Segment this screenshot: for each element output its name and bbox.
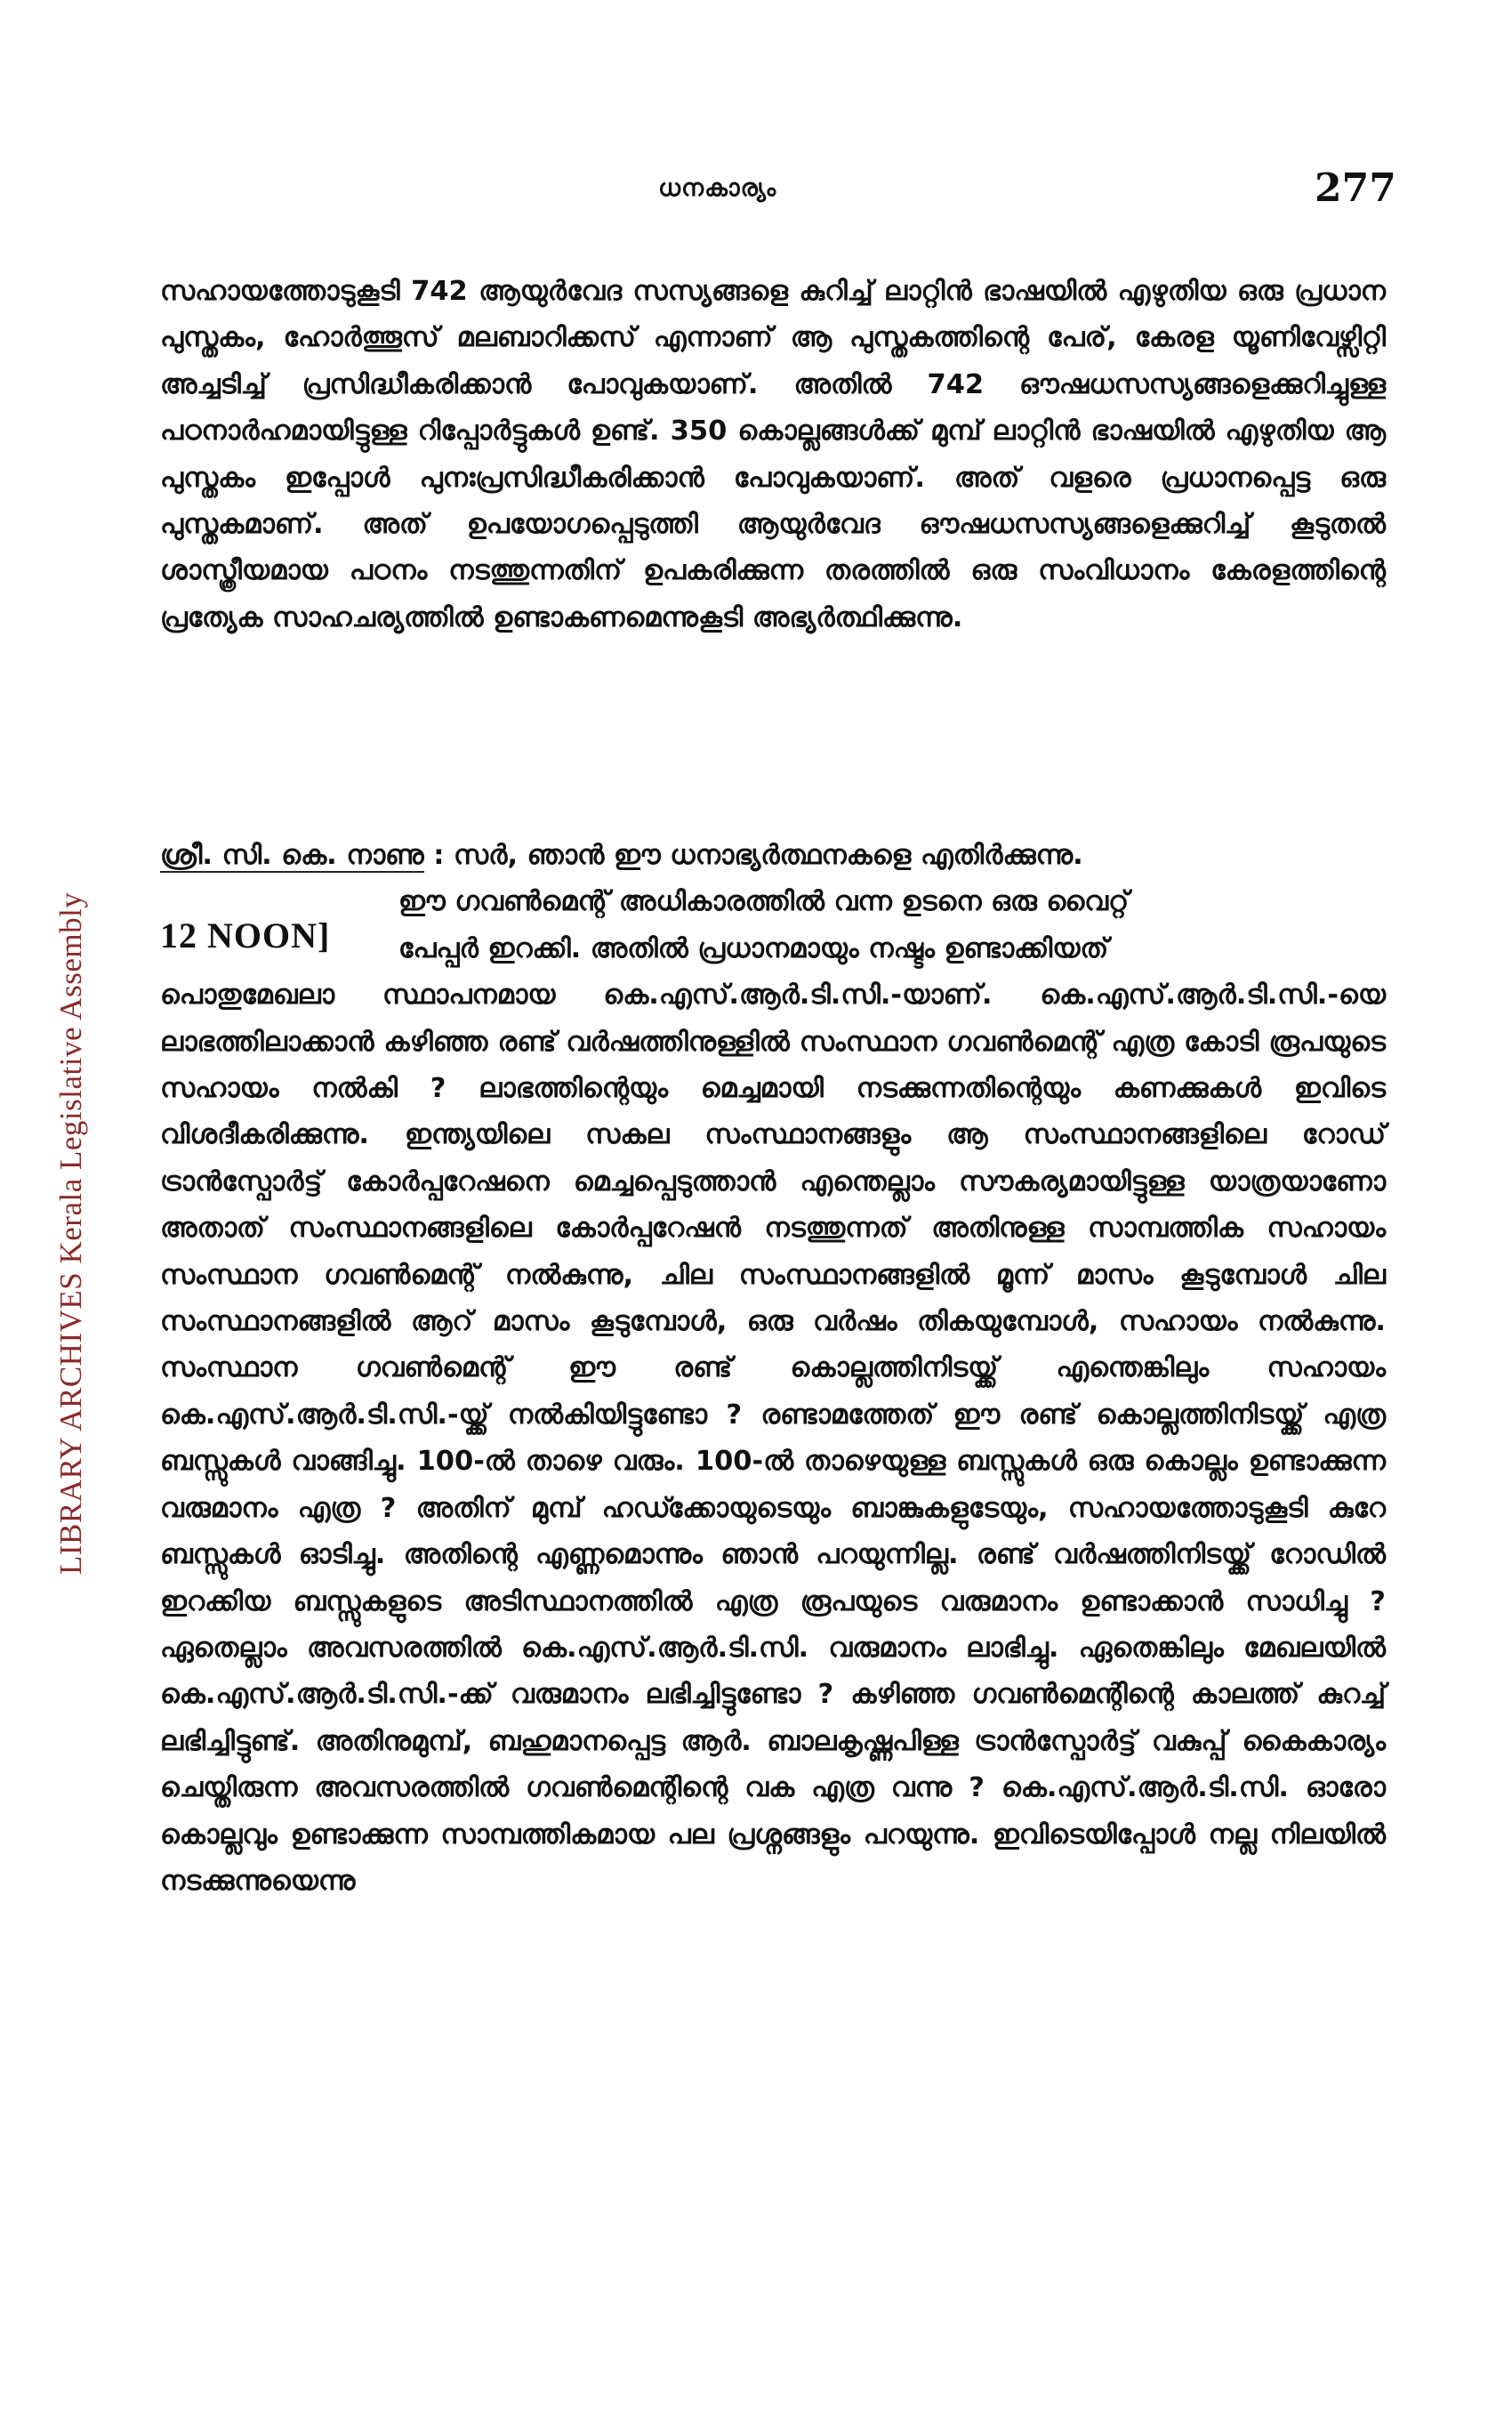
running-head: ധനകാര്യം (658, 174, 777, 202)
speech-block (160, 833, 1386, 1905)
time-margin-note: 12 NOON] (160, 915, 331, 956)
speaker-name: ശ്രീ. സി. കെ. നാണു (160, 840, 424, 871)
page-number: 277 (1315, 165, 1396, 211)
speech-body: പൊതുമേഖലാ സ്ഥാപനമായ കെ.എസ്.ആർ.ടി.സി.-യാണ്. കെ.എസ്.ആർ.ടി.സി.-യെ ലാഭത്തിലാക്കാൻ കഴിഞ്ഞ രണ്ട് വർഷത്തിനുള്ളിൽ സംസ്ഥാന ഗവൺമെന്റ് എത്ര കോടി രൂപയുടെ സഹായം നൽകി ? ലാഭത്തിന്റെയും മെച്ചമായി നടക്കുന്നതിന്റെയും കണക്കുകൾ ഇവിടെ വിശദീകരിക്കുന്നു. ഇന്ത്യയിലെ സകല സംസ്ഥാനങ്ങളും ആ സംസ്ഥാനങ്ങളിലെ റോഡ് ട്രാൻസ്പോർട്ട് കോർപ്പറേഷനെ മെച്ചപ്പെടുത്താൻ എന്തെല്ലാം സൗകര്യമായിട്ടുള്ള യാത്രയാണോ അതാത് സംസ്ഥാനങ്ങളിലെ കോർപ്പറേഷൻ നടത്തുന്നത് അതിനുള്ള സാമ്പത്തിക സഹായം സംസ്ഥാന ഗവൺമെന്റ് നൽകുന്നു, ചില സംസ്ഥാനങ്ങളിൽ മൂന്ന് മാസം കൂടുമ്പോൾ ചില സംസ്ഥാനങ്ങളിൽ ആറ് മാസം കൂടുമ്പോൾ, ഒരു വർഷം തികയുമ്പോൾ, സഹായം നൽകുന്നു. സംസ്ഥാന ഗവൺമെന്റ് ഈ രണ്ട് കൊല്ലത്തിനിടയ്ക്ക് എന്തെങ്കിലും സഹായം കെ.എസ്.ആർ.ടി.സി.-യ്ക്ക് നൽകിയിട്ടുണ്ടോ ? രണ്ടാമത്തേത് ഈ രണ്ട് കൊല്ലത്തിനിടയ്ക്ക് എത്ര ബസ്സുകൾ വാങ്ങിച്ചു. 100-ൽ താഴെ വരും. 100-ൽ താഴെയുള്ള ബസ്സുകൾ ഒരു കൊല്ലം ഉണ്ടാക്കുന്ന വരുമാനം എത്ര ? അതിന് മുമ്പ് ഹഡ്ക്കോയുടെയും ബാങ്കുകളുടേയും, സഹായത്തോടുകൂടി കുറേ ബസ്സുകൾ ഓടിച്ചു. അതിന്റെ എണ്ണമൊന്നും ഞാൻ പറയുന്നില്ല. രണ്ട് വർഷത്തിനിടയ്ക്ക് റോഡിൽ ഇറക്കിയ ബസ്സുകളുടെ അടിസ്ഥാനത്തിൽ എത്ര രൂപയുടെ വരുമാനം ഉണ്ടാക്കാൻ സാധിച്ചു ? ഏതെല്ലാം അവസരത്തിൽ കെ.എസ്.ആർ.ടി.സി. വരുമാനം ലാഭിച്ചു. ഏതെങ്കിലും മേഖലയിൽ കെ.എസ്.ആർ.ടി.സി.-ക്ക് വരുമാനം ലഭിച്ചിട്ടുണ്ടോ ? കഴിഞ്ഞ ഗവൺമെന്റിന്റെ കാലത്ത് കുറച്ച് ലഭിച്ചിട്ടുണ്ട്. അതിനുമുമ്പ്, ബഹുമാനപ്പെട്ട ആർ. ബാലകൃഷ്ണപിള്ള ട്രാൻസ്പോർട്ട് വകുപ്പ് കൈകാര്യം ചെയ്തിരുന്ന അവസരത്തിൽ ഗവൺമെന്റിന്റെ വക എത്ര വന്നു ? കെ.എസ്.ആർ.ടി.സി. ഓരോ കൊല്ലവും ഉണ്ടാക്കുന്ന സാമ്പത്തികമായ പല പ്രശ്നങ്ങളും പറയുന്നു. ഇവിടെയിപ്പോൾ നല്ല നിലയിൽ നടക്കുന്നുയെന്നു (160, 980, 1386, 1897)
speech-indented-line-2: പേപ്പർ ഇറക്കി. അതിൽ പ്രധാനമായും നഷ്ടം ഉണ്ടാക്കിയത് (398, 932, 1109, 964)
paragraph-text: സഹായത്തോടുകൂടി 742 ആയുർവേദ സസ്യങ്ങളെ കുറിച്ച് ലാറ്റിൻ ഭാഷയിൽ എഴുതിയ ഒരു പ്രധാന പുസ്തകം, ഹോർത്തൂസ് മലബാറിക്കസ് എന്നാണ് ആ പുസ്തകത്തിന്റെ പേര്, കേരള യൂണിവേഴ്സിറ്റി അച്ചടിച്ച് പ്രസിദ്ധീകരിക്കാൻ പോവുകയാണ്. അതിൽ 742 ഔഷധസസ്യങ്ങളെക്കുറിച്ചുള്ള പഠനാർഹമായിട്ടുള്ള റിപ്പോർട്ടുകൾ ഉണ്ട്. 350 കൊല്ലങ്ങൾക്ക് മുമ്പ് ലാറ്റിൻ ഭാഷയിൽ എഴുതിയ ആ പുസ്തകം ഇപ്പോൾ പുനഃപ്രസിദ്ധീകരിക്കാൻ പോവുകയാണ്. അത് വളരെ പ്രധാനപ്പെട്ട ഒരു പുസ്തകമാണ്. അത് ഉപയോഗപ്പെടുത്തി ആയുർവേദ ഔഷധസസ്യങ്ങളെക്കുറിച്ച് കൂടുതൽ ശാസ്ത്രീയമായ പഠനം നടത്തുന്നതിന് ഉപകരിക്കുന്ന തരത്തിൽ ഒരു സംവിധാനം കേരളത്തിന്റെ പ്രത്യേക സാഹചര്യത്തിൽ ഉണ്ടാകണമെന്നുകൂടി അഭ്യർത്ഥിക്കുന്നു. (160, 276, 1386, 633)
archive-watermark: LIBRARY ARCHIVES Kerala Legislative Assembly (53, 891, 88, 1575)
speech-first-line (160, 833, 1386, 879)
paragraph-continued (160, 269, 1386, 641)
speech-indented-line-1: ഈ ഗവൺമെന്റ് അധികാരത്തിൽ വന്ന ഉടനെ ഒരു വൈറ്റ് (398, 886, 1130, 918)
speech-opening: : സർ, ഞാൻ ഈ ധനാഭ്യർത്ഥനകളെ എതിർക്കുന്നു. (423, 840, 1083, 871)
